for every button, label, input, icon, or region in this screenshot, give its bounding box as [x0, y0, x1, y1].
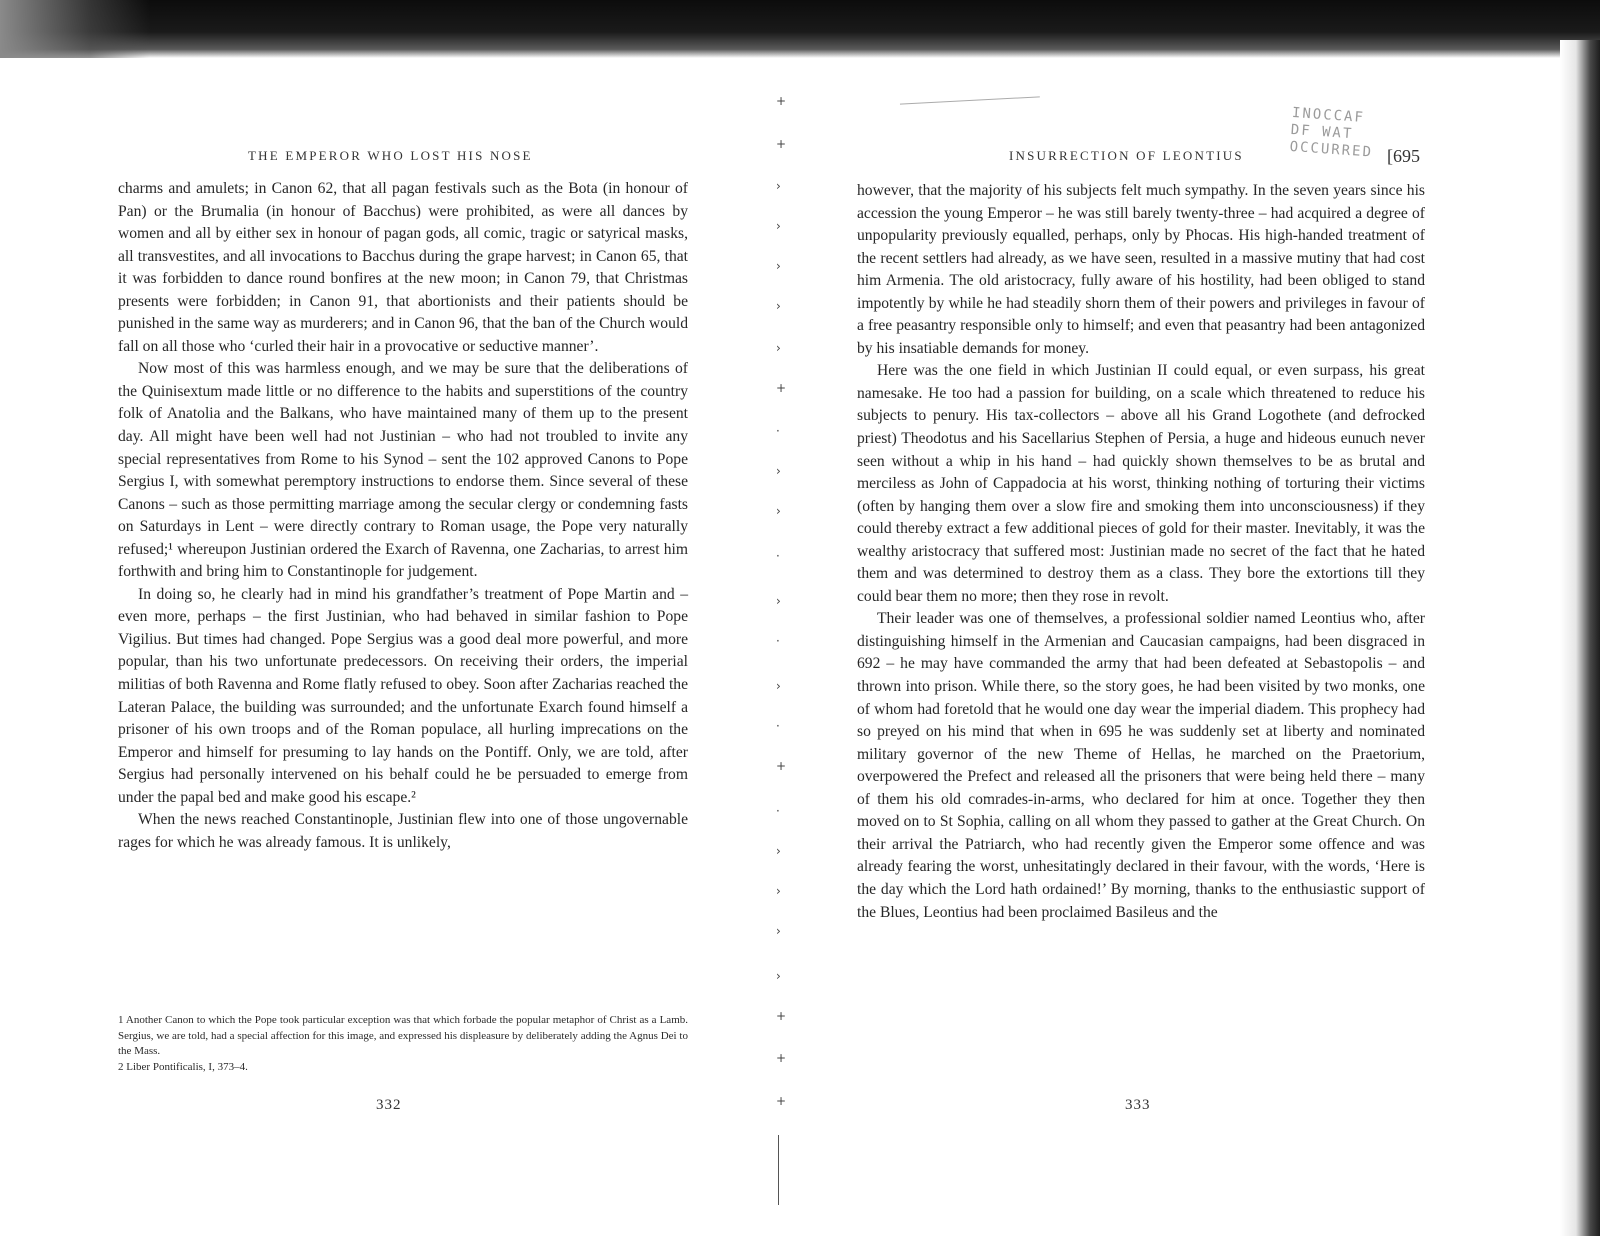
paragraph: charms and amulets; in Canon 62, that all pagan festivals such as the Bota (in honour of Pan) or the Brumalia (in honour of Bacchus) were prohibited, as were all dances by women and all by either sex in honour of pagan gods, all comic, tragic or satyrical masks, all transvestites, and all invocations to Bacchus during the grape harvest; in Canon 65, that it was forbidden to dance round bonfires at the new moon; in Canon 79, that Christmas presents were forbidden; in Canon 91, that abortionists and their patients should be punished in the same way as murderers; and in Canon 96, that the ban of the Church would fall on all those who ‘curled their hair in a provocative or seductive manner’. [118, 180, 688, 355]
running-head-left: THE EMPEROR WHO LOST HIS NOSE [248, 148, 533, 163]
handwritten-annotation [1278, 105, 1502, 329]
book-gutter: + + › › › › › + · › › · › · › · + · › › › › + + + [776, 60, 782, 1230]
paragraph: Here was the one field in which Justinian II could equal, or even surpass, his great namesake. He too had a passion for building, on a scale which threatened to reduce his subjects to penury. His tax-collectors – above all his Grand Logothete (and defrocked priest) Theodotus and his Sacellarius Stephen of Persia, a huge and hideous eunuch never seen without a whip in his hand – had quickly shown themselves to be as brutal and merciless as John of Cappadocia at his worst, thinking nothing of torturing their victims (often by hanging them over a slow fire and smoking them into unconsciousness) if they could thereby extract a few additional pieces of gold for their master. Inevitably, it was the wealthy aristocracy that suffered most: Justinian made no secret of the fact that he hated them and was determined to destroy them as a class. They bore the extortions till they could bear them no more; then they rose in revolt. [857, 362, 1425, 605]
paragraph: however, that the majority of his subjects felt much sympathy. In the seven years since his accession the young Emperor – he was still barely twenty-three – had acquired a degree of unpopularity previously equalled, perhaps, only by Phocas. His high-handed treatment of the recent settlers had already, as we have seen, resulted in a massive mutiny that had cost him Armenia. The old aristocracy, fully aware of his hostility, had been obliged to stand impotently by while he had steadily shorn them of their powers and privileges in favour of a free peasantry responsible only to himself; and even that peasantry had been antagonized by his insatiable demands for money. [857, 182, 1425, 357]
footnote-1: 1 Another Canon to which the Pope took particular exception was that which forbade the popular metaphor of Christ as a Lamb. Sergius, we are told, had a special affection for this image, and expressed his displeasure by deliberately adding the Agnus Dei to the Mass. [118, 1014, 688, 1058]
handwritten-line: OCCURRED [1289, 138, 1374, 161]
paragraph: In doing so, he clearly had in mind his grandfather’s treatment of Pope Martin and – even more, perhaps – the first Justinian, who had behaved in similar fashion to Pope Vigilius. But times had changed. Pope Sergius was a good deal more powerful, and more popular, than his two unfortunate predecessors. On receiving their orders, the imperial militias of both Ravenna and Rome flatly refused to obey. Soon after Zacharias reached the Lateran Palace, the building was surrounded; and the unfortunate Exarch found himself a prisoner of his own troops and of the Roman populace, all hurling imprecations on the Emperor and himself for presuming to lay hands on the Pontiff. Only, we are told, after Sergius had personally intervened on his behalf could he be persuaded to emerge from under the papal bed and make good his escape.² [118, 585, 688, 806]
page-number-right: 333 [1125, 1097, 1151, 1113]
paragraph: Their leader was one of themselves, a professional soldier named Leontius who, after distinguishing himself in the Armenian and Caucasian campaigns, had been disgraced in 692 – he may have commanded the army that had been defeated at Sebastopolis – and thrown into prison. While there, so the story goes, he had been visited by two monks, one of whom had foretold that he would one day wear the imperial diadem. This prophecy had so preyed on his mind that when in 695 he was suddenly set at liberty and nominated military governor of the new Theme of Hellas, he marched on the Praetorium, overpowered the Prefect and released all the prisoners that were being held there – many of them his old comrades-in-arms, who declared for him at once. Together they then moved on to St Sophia, calling on all whom they passed to gather at the Great Church. On their arrival the Patriarch, who had recently given the Emperor some offence and was already fearing the worst, unhesitatingly declared in their favour, with the words, ‘Here is the day which the Lord hath ordained!’ By morning, thanks to the enthusiastic support of the Blues, Leontius had been proclaimed Basileus and the [857, 610, 1425, 921]
scan-shadow-right [1560, 40, 1600, 1236]
left-page-body [118, 178, 688, 854]
year-marker: [695 [1387, 146, 1420, 166]
paragraph: When the news reached Constantinople, Justinian flew into one of those ungovernable rages for which he was already famous. It is unlikely, [118, 811, 688, 851]
footnotes [118, 1013, 688, 1075]
handwritten-line: INOCCAF [1291, 104, 1366, 126]
footnote-2: 2 Liber Pontificalis, I, 373–4. [118, 1060, 248, 1073]
running-head-right: INSURRECTION OF LEONTIUS [1009, 148, 1244, 163]
handwritten-line: DF WAT [1290, 121, 1354, 143]
paragraph: Now most of this was harmless enough, and we may be sure that the deliberations of the Quinisextum made little or no difference to the habits and superstitions of the country folk of Anatolia and the Balkans, who have maintained many of them up to the present day. All might have been well had not Justinian – who had not troubled to invite any special representatives from Rome to his Synod – sent the 102 approved Canons to Pope Sergius I, with somewhat peremptory instructions to endorse them. Since several of these Canons – such as those permitting marriage among the secular clergy or condemning fasts on Saturdays in Lent – were directly contrary to Roman usage, the Pope very naturally refused;¹ whereupon Justinian ordered the Exarch of Ravenna, one Zacharias, to arrest him forthwith and bring him to Constantinople for judgement. [118, 360, 688, 581]
scan-shadow-top [0, 0, 1600, 58]
ink-smudge [900, 96, 1040, 108]
page-number-left: 332 [376, 1097, 402, 1113]
